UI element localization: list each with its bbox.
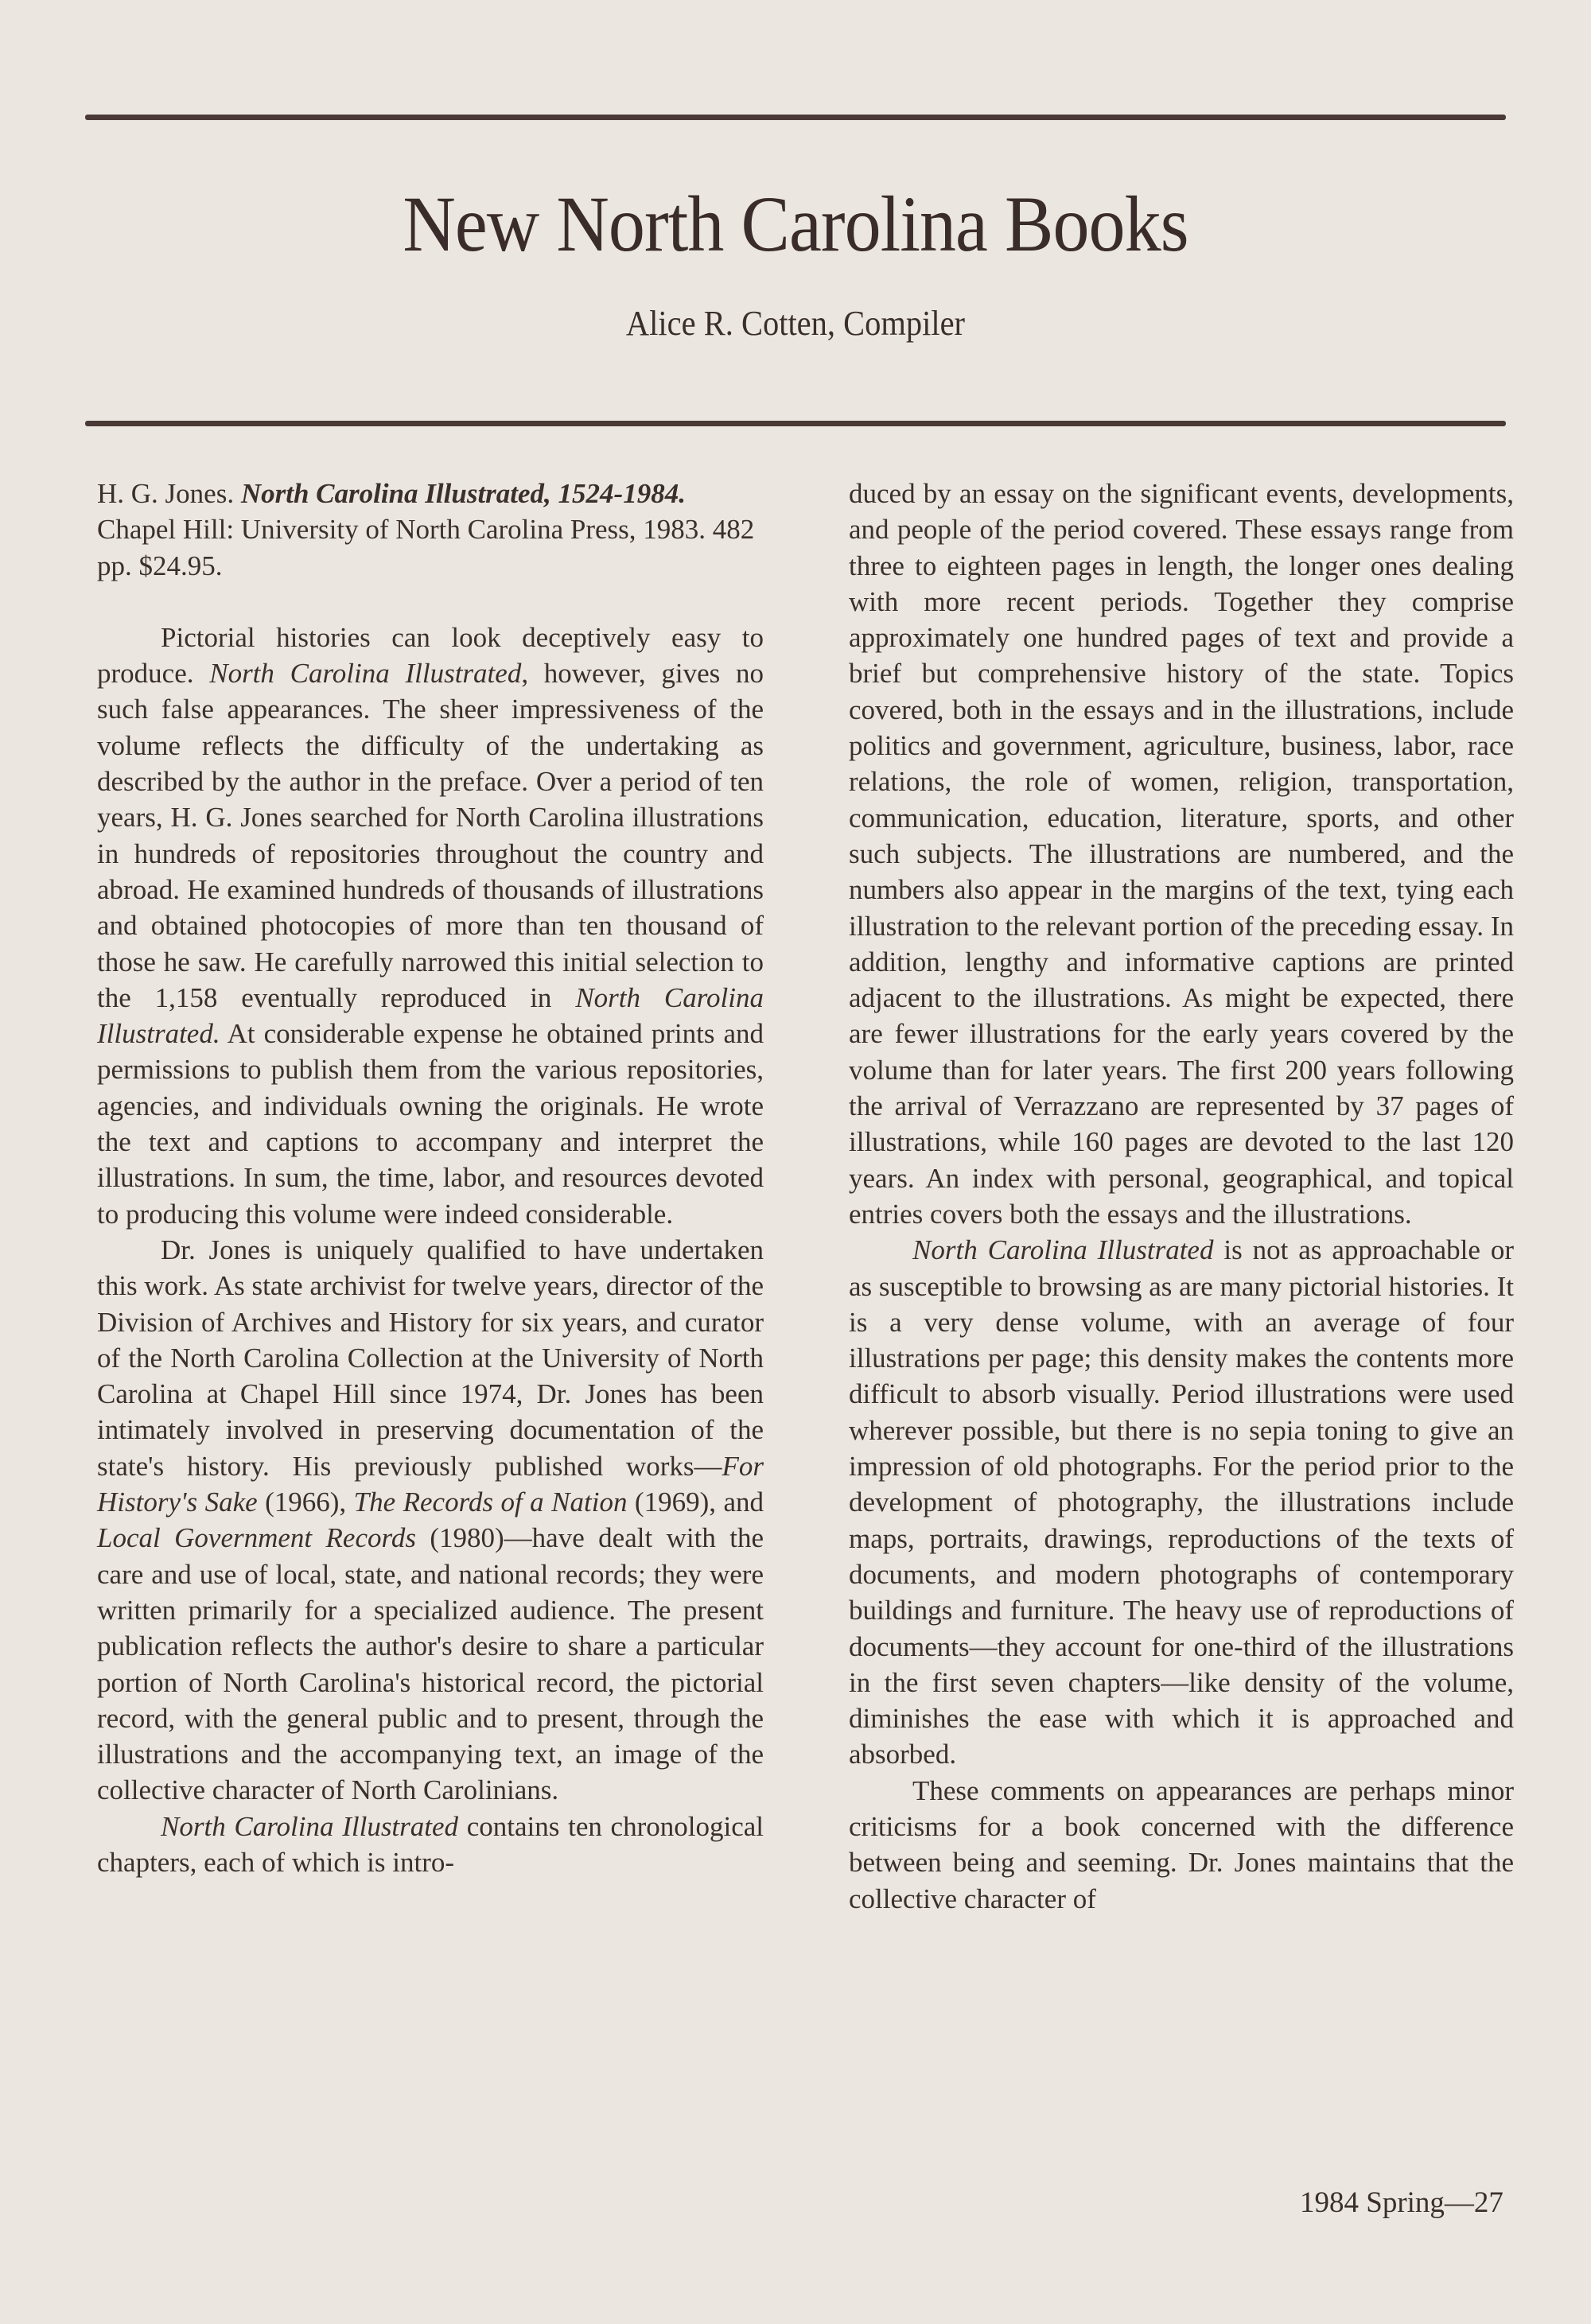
text-run: At considerable expense he obtained prints and permissions to publish them from the various repositories, agencies, and individuals owning the originals. He wrote the text and captions to accompany and interpret the illustrations. In sum, the time, labor, and resources devoted to producing this volume were indeed considerable. [97, 1018, 764, 1230]
text-run: (1966), [257, 1487, 354, 1518]
right-column [849, 476, 1514, 1917]
paragraph [849, 1232, 1514, 1772]
paragraph [97, 1809, 764, 1881]
book-citation [97, 476, 764, 584]
page-title: New North Carolina Books [403, 180, 1188, 268]
left-column [97, 476, 764, 1880]
top-rule [85, 115, 1506, 120]
text-run: contains ten chronological chapters, each of which is intro- [97, 1810, 764, 1878]
text-run: (1980)—have dealt with the care and use of local, state, and national records; they were written primarily for a specialized audience. The present publication reflects the author's desire to share a particular portion of North Carolina's historical record, the pictorial record, with the general public and to present, through the illustrations and the accompanying text, an image of the collective character of North Carolinians. [97, 1522, 764, 1806]
header-bottom-rule [85, 421, 1506, 426]
text-run: Dr. Jones is uniquely qualified to have undertaken this work. As state archivist for twelve years, director of the Division of Archives and History for six years, and curator of the North Carolina Collection at the University of North Carolina at Chapel Hill since 1974, Dr. Jones has been intimately involved in preserving documentation of the state's history. His previously published works— [97, 1234, 764, 1482]
paragraph: duced by an essay on the significant events, developments, and people of the period covered. These essays range from three to eighteen pages in length, the longer ones dealing with more recent periods. Together they comprise approximately one hundred pages of text and provide a brief but comprehensive history of the state. Topics covered, both in the essays and in the illustrations, include politics and government, agriculture, business, labor, race relations, the role of women, religion, transportation, communication, education, literature, sports, and other such subjects. The illustrations are numbered, and the numbers also appear in the margins of the text, tying each illustration to the relevant portion of the preceding essay. In addition, lengthy and informative captions are printed adjacent to the illustrations. As might be expected, there are fewer illustrations for the early years covered by the volume than for later years. The first 200 years following the arrival of Verrazzano are represented by 37 pages of illustrations, while 160 pages are devoted to the last 120 years. An index with personal, geographical, and topical entries covers both the essays and the illustrations. [849, 478, 1514, 1230]
compiler-byline: Alice R. Cotten, Compiler [625, 304, 966, 343]
book-title-italic: North Carolina Illustrated [161, 1810, 459, 1842]
book-title-italic: North Carolina Illustrated. [97, 981, 764, 1050]
text-run: is not as approachable or as susceptible to browsing as are many pictorial histories. It is a very dense volume, with an average of four illustrations per page; this density makes the contents more difficult to absorb visually. Period illustrations were used wherever possible, but there is no sepia toning to give an impression of old photographs. For the period prior to the development of photography, the illustrations include maps, portraits, drawings, reproductions of the texts of documents, and modern photographs of contemporary buildings and furniture. The heavy use of reproductions of documents—they account for one-third of the illustrations in the first seven chapters—like density of the volume, diminishes the ease with which it is approached and absorbed. [849, 1234, 1514, 1770]
book-title-italic: For History's Sake [97, 1450, 764, 1518]
book-title-italic: The Records of a Nation [353, 1487, 628, 1518]
text-run: , however, gives no such false appearances. The sheer impressiveness of the volume reflects the difficulty of the undertaking as described by the author in the preface. Over a period of ten years, H. G. Jones searched for North Carolina illustrations in hundreds of repositories throughout the country and abroad. He examined hundreds of thousands of illustrations and obtained photocopies of more than ten thousand of those he saw. He carefully narrowed this initial selection to the 1,158 eventually reproduced in [97, 658, 764, 1013]
paragraph [97, 1232, 764, 1809]
citation-publication: Chapel Hill: University of North Carolina Press, 1983. 482 pp. $24.95. [97, 514, 755, 581]
text-run: Pictorial histories can look deceptively easy to produce. [97, 621, 764, 690]
text-run: (1969), and [627, 1487, 764, 1518]
page-folio: 1984 Spring—27 [1300, 2186, 1503, 2219]
book-title-italic: Local Government Records [97, 1522, 416, 1554]
paragraph [97, 620, 764, 1232]
paragraph: These comments on appearances are perhaps minor criticisms for a book concerned with the difference between being and seeming. Dr. Jones maintains that the collective character of [849, 1774, 1514, 1914]
book-title-italic: North Carolina Illustrated [912, 1234, 1214, 1266]
citation-book-title: North Carolina Illustrated, 1524-1984. [240, 478, 686, 509]
citation-author: H. G. Jones. [97, 478, 235, 509]
book-title-italic: North Carolina Illustrated [209, 658, 522, 690]
